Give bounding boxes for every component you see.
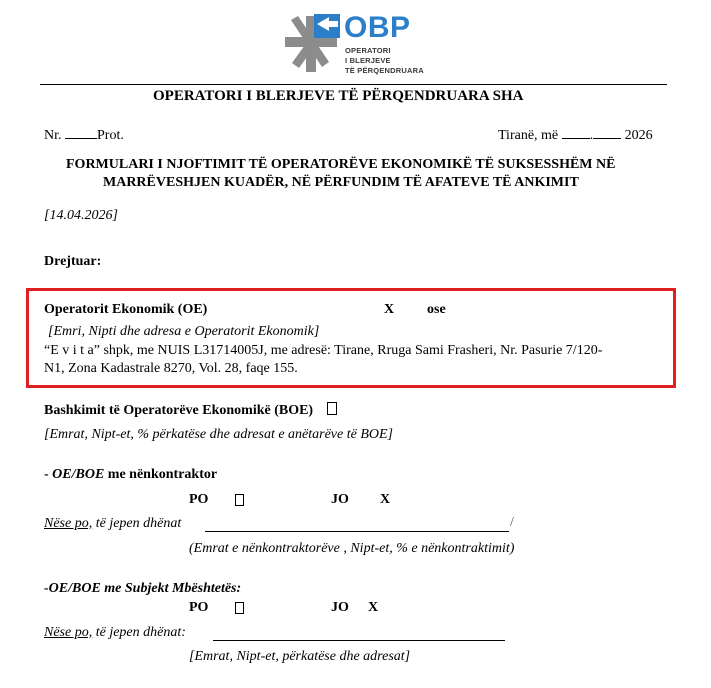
place-date-line xyxy=(498,124,653,144)
year: 2026 xyxy=(624,128,653,143)
oe-or-label: ose xyxy=(427,302,446,317)
nr-blank xyxy=(65,124,97,139)
logo-line-2: I BLERJEVE xyxy=(345,56,391,65)
support-hint: [Emrat, Nipt-et, përkatëse dhe adresat] xyxy=(189,649,411,664)
protocol-number-line xyxy=(44,124,124,144)
header-divider xyxy=(40,84,667,85)
oe-detail-line-1: “E v i t a” shpk, me NUIS L31714005J, me adresë: Tirane, Rruga Sami Frasheri, Nr. Pasurie 7/120- xyxy=(44,343,603,358)
logo-line-1: OPERATORI xyxy=(345,46,391,55)
logo-line-3: TË PËRQENDRUARA xyxy=(345,66,424,75)
support-po-label: PO xyxy=(189,600,209,615)
boe-line xyxy=(44,402,337,419)
logo-name: OBP xyxy=(344,11,411,44)
addressed-to-label: Drejtuar: xyxy=(44,254,102,269)
boe-hint: [Emrat, Nipt-et, % përkatëse dhe adresat e anëtarëve të BOE] xyxy=(44,427,394,442)
subcontractor-heading-italic: OE/BOE xyxy=(52,467,105,482)
oe-selected-mark: X xyxy=(384,302,395,317)
subcontractor-jo-mark: X xyxy=(380,492,391,507)
place-label: Tiranë, më xyxy=(498,128,559,143)
form-date: [14.04.2026] xyxy=(44,208,118,223)
support-po-checkbox[interactable] xyxy=(235,602,244,614)
support-if-yes-rest: të jepen dhënat: xyxy=(92,625,186,640)
subcontractor-data-line[interactable] xyxy=(205,531,509,532)
boe-label: Bashkimit të Operatorëve Ekonomikë (BOE) xyxy=(44,403,314,418)
month-blank xyxy=(593,124,621,139)
oe-hint: [Emri, Nipti dhe adresa e Operatorit Ekonomik] xyxy=(48,324,320,339)
subcontractor-hint: (Emrat e nënkontraktorëve , Nipt-et, % e nënkontraktimit) xyxy=(189,541,515,556)
support-if-yes: Nëse po, xyxy=(44,625,93,640)
prot-label: Prot. xyxy=(97,128,124,143)
oe-label: Operatorit Ekonomik (OE) xyxy=(44,302,208,317)
subcontractor-heading-prefix: - xyxy=(44,467,53,482)
date-dot: . xyxy=(589,128,594,143)
subcontractor-jo-label: JO xyxy=(331,492,349,507)
support-data-line[interactable] xyxy=(213,640,505,641)
support-if-yes-line xyxy=(44,625,186,641)
support-heading: -OE/BOE me Subjekt Mbështetës: xyxy=(44,581,242,596)
boe-checkbox[interactable] xyxy=(327,402,337,415)
form-title-line-1: FORMULARI I NJOFTIMIT TË OPERATORËVE EKONOMIKË TË SUKSESSHËM NË xyxy=(66,157,616,172)
org-title: OPERATORI I BLERJEVE TË PËRQENDRUARA SHA xyxy=(153,88,524,104)
subcontractor-heading xyxy=(44,467,217,483)
subcontractor-heading-rest: me nënkontraktor xyxy=(104,467,218,482)
subcontractor-slash: / xyxy=(510,515,514,530)
form-title-line-2: MARRËVESHJEN KUADËR, NË PËRFUNDIM TË AFATEVE TË ANKIMIT xyxy=(103,175,579,190)
subcontractor-if-yes-line xyxy=(44,516,181,532)
subcontractor-po-label: PO xyxy=(189,492,209,507)
support-jo-mark: X xyxy=(368,600,379,615)
subcontractor-po-checkbox[interactable] xyxy=(235,494,244,506)
subcontractor-if-yes-rest: të jepen dhënat xyxy=(92,516,182,531)
nr-label: Nr. xyxy=(44,128,62,143)
support-jo-label: JO xyxy=(331,600,349,615)
day-blank xyxy=(562,124,590,139)
subcontractor-if-yes: Nëse po, xyxy=(44,516,93,531)
oe-detail-line-2: N1, Zona Kadastrale 8270, Vol. 28, faqe 155. xyxy=(44,361,298,376)
